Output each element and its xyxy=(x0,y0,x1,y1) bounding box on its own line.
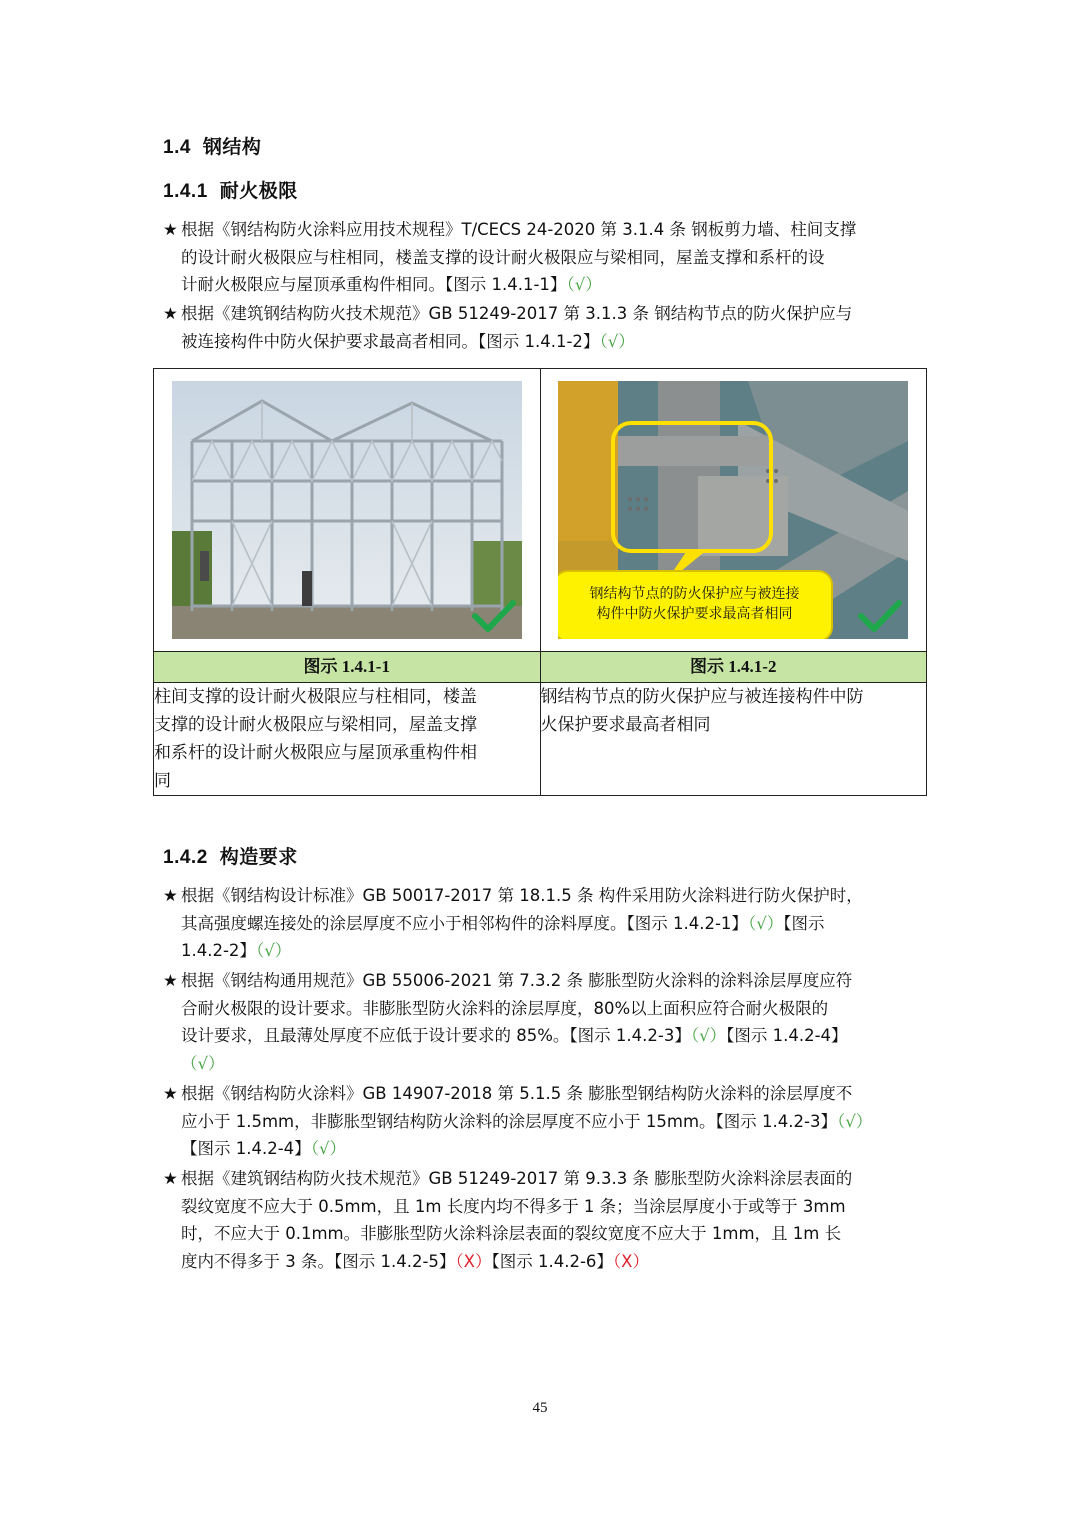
star-icon: ★ xyxy=(163,971,178,990)
figure-cell-2 xyxy=(540,369,927,652)
compliant-mark: （√） xyxy=(566,275,602,294)
noncompliant-mark: （X） xyxy=(455,1251,492,1271)
compliant-mark: （√） xyxy=(310,1139,346,1158)
subsection-heading-1: 1.4.1 耐火极限 xyxy=(163,180,298,202)
figure-table xyxy=(153,368,927,796)
callout-text: 钢结构节点的防火保护应与被连接 构件中防火保护要求最高者相同 xyxy=(589,586,800,622)
clause-item: ★ 根据《钢结构通用规范》GB 55006-2021 第 7.3.2 条 膨胀型防火涂料的涂料涂层厚度应符 合耐火极限的设计要求。非膨胀型防火涂料的涂层厚度，80%以上面积应符合耐火极限的 设计要求，且最薄处厚度不应低于设计要求的 85%。【图示 1.4.2-3】（√）【图示 1.4.2-4】 （√） xyxy=(163,967,921,1077)
compliant-mark: （√） xyxy=(255,941,292,960)
clause-item: ★ 根据《钢结构防火涂料应用技术规程》T/CECS 24-2020 第 3.1.4 条 钢板剪力墙、柱间支撑 的设计耐火极限应与柱相同，楼盖支撑的设计耐火极限应与梁相同，屋盖支撑和系杆的设 计耐火极限应与屋顶承重构件相同。【图示 1.4.1-1】（√） xyxy=(163,216,921,299)
clause-item: ★ 根据《钢结构设计标准》GB 50017-2017 第 18.1.5 条 构件采用防火涂料进行防火保护时， 其高强度螺连接处的涂层厚度不应小于相邻构件的涂料厚度。【图示 1.4.2-1】（√）【图示 1.4.2-2】（√） xyxy=(163,882,921,965)
compliant-mark: （√） xyxy=(747,913,784,933)
clause-item: ★ 根据《建筑钢结构防火技术规范》GB 51249-2017 第 3.1.3 条 钢结构节点的防火保护应与 被连接构件中防火保护要求最高者相同。【图示 1.4.1-2】（√） xyxy=(163,300,921,355)
noncompliant-mark: （X） xyxy=(612,1251,649,1271)
check-icon xyxy=(472,599,516,633)
figure-description-1: 柱间支撑的设计耐火极限应与柱相同，楼盖 支撑的设计耐火极限应与梁相同，屋盖支撑 和系杆的设计耐火极限应与屋顶承重构件相 同 xyxy=(154,683,541,796)
steel-frame-photo xyxy=(172,381,522,639)
clause-item: ★ 根据《建筑钢结构防火技术规范》GB 51249-2017 第 9.3.3 条 膨胀型防火涂料涂层表面的 裂纹宽度不应大于 0.5mm，且 1m 长度内均不得多于 1 条；当涂层厚度小于或等于 3mm 时，不应大于 0.1mm。非膨胀型防火涂料涂层表面的裂纹宽度不应大于 1mm，且 1m 长 度内不得多于 3 条。【图示 1.4.2-5】（X）【图示 1.4.2-6】（X） xyxy=(163,1165,921,1275)
clause-item: ★ 根据《钢结构防火涂料》GB 14907-2018 第 5.1.5 条 膨胀型钢结构防火涂料的涂层厚度不 应小于 1.5mm，非膨胀型钢结构防火涂料的涂层厚度不应小于 15mm。【图示 1.4.2-3】（√） 【图示 1.4.2-4】（√） xyxy=(163,1080,921,1163)
compliant-mark: （√） xyxy=(690,1026,727,1045)
star-icon: ★ xyxy=(163,220,178,239)
compliant-mark: （√） xyxy=(599,331,635,351)
star-icon: ★ xyxy=(163,886,178,905)
compliant-mark: （√） xyxy=(836,1111,873,1131)
figure-description-2: 钢结构节点的防火保护应与被连接构件中防 火保护要求最高者相同 xyxy=(540,683,927,796)
star-icon: ★ xyxy=(163,304,178,323)
star-icon: ★ xyxy=(163,1169,178,1188)
section-heading: 1.4 钢结构 xyxy=(163,136,262,158)
steel-frame-illustration xyxy=(172,381,522,639)
compliant-mark: （√） xyxy=(181,1053,225,1073)
steel-joint-photo xyxy=(558,381,908,639)
check-icon xyxy=(858,599,902,633)
figure-caption-1: 图示 1.4.1-1 xyxy=(154,652,541,683)
subsection-heading-2: 1.4.2 构造要求 xyxy=(163,846,298,868)
star-icon: ★ xyxy=(163,1084,178,1103)
page-number: 45 xyxy=(532,1400,548,1416)
figure-cell-1 xyxy=(154,369,541,652)
figure-caption-2: 图示 1.4.1-2 xyxy=(540,652,927,683)
